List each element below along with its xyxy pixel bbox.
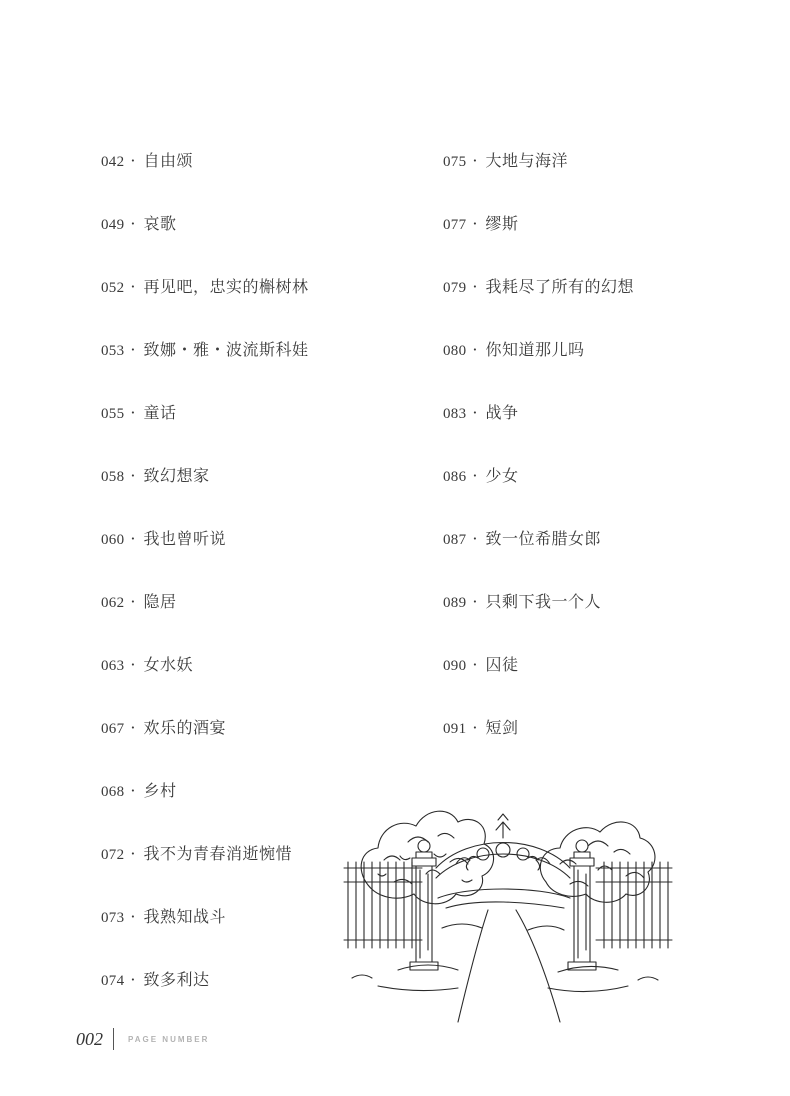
toc-page-number: 075 (443, 154, 467, 170)
toc-dot: · (130, 844, 136, 863)
toc-page-number: 089 (443, 595, 467, 611)
toc-item[interactable] (443, 458, 634, 521)
toc-item[interactable] (443, 521, 634, 584)
toc-dot: · (130, 466, 136, 485)
toc-page-number: 073 (101, 910, 125, 926)
toc-page-number: 090 (443, 658, 467, 674)
toc-item[interactable] (101, 899, 309, 962)
toc-dot: · (130, 151, 136, 170)
toc-page-number: 067 (101, 721, 125, 737)
toc-dot: · (130, 970, 136, 989)
toc-item[interactable] (443, 395, 634, 458)
toc-item[interactable] (101, 521, 309, 584)
toc-item[interactable] (443, 584, 634, 647)
toc-page-number: 083 (443, 406, 467, 422)
toc-item[interactable] (101, 584, 309, 647)
toc-dot: · (130, 655, 136, 674)
toc-page-number: 049 (101, 217, 125, 233)
toc-item[interactable] (443, 206, 634, 269)
toc-item[interactable] (443, 710, 634, 773)
toc-title: 我也曾听说 (143, 529, 227, 548)
toc-dot: · (130, 718, 136, 737)
toc-title: 女水妖 (143, 655, 194, 674)
toc-title: 你知道那儿吗 (485, 340, 585, 359)
toc-item[interactable] (101, 710, 309, 773)
toc-dot: · (130, 781, 136, 800)
toc-dot: · (130, 403, 136, 422)
toc-dot: · (130, 214, 136, 233)
toc-page-number: 053 (101, 343, 125, 359)
toc-dot: · (472, 277, 478, 296)
toc-dot: · (472, 592, 478, 611)
toc-item[interactable] (101, 773, 309, 836)
toc-title: 只剩下我一个人 (485, 592, 602, 611)
toc-item[interactable] (101, 395, 309, 458)
toc-page-number: 042 (101, 154, 125, 170)
toc-dot: · (130, 529, 136, 548)
toc-title: 我耗尽了所有的幻想 (485, 277, 635, 296)
toc-title: 少女 (485, 466, 519, 485)
toc-title: 我熟知战斗 (143, 907, 227, 926)
footer-divider (113, 1028, 114, 1050)
toc-page-number: 086 (443, 469, 467, 485)
toc-dot: · (130, 340, 136, 359)
toc-page-number: 077 (443, 217, 467, 233)
toc-dot: · (472, 214, 478, 233)
toc-title: 短剑 (485, 718, 519, 737)
toc-title: 致幻想家 (143, 466, 210, 485)
toc-title: 致多利达 (143, 970, 210, 989)
toc-page-number: 062 (101, 595, 125, 611)
toc-title: 我不为青春消逝惋惜 (143, 844, 293, 863)
toc-item[interactable] (443, 332, 634, 395)
toc-item[interactable] (101, 332, 309, 395)
toc-page-number: 052 (101, 280, 125, 296)
toc-page-number: 079 (443, 280, 467, 296)
garden-gate-sketch-icon (338, 790, 678, 1030)
toc-dot: · (472, 466, 478, 485)
toc-title: 囚徒 (485, 655, 519, 674)
toc-page-number: 060 (101, 532, 125, 548)
toc-dot: · (472, 718, 478, 737)
toc-right-column (443, 143, 634, 773)
toc-title: 乡村 (143, 781, 177, 800)
toc-dot: · (130, 277, 136, 296)
toc-item[interactable] (101, 836, 309, 899)
toc-page-number: 087 (443, 532, 467, 548)
page-number: 002 (76, 1028, 103, 1049)
toc-dot: · (472, 340, 478, 359)
toc-title: 欢乐的酒宴 (143, 718, 227, 737)
toc-title: 再见吧，忠实的槲树林 (143, 277, 309, 296)
toc-item[interactable] (101, 143, 309, 206)
toc-title: 缪斯 (485, 214, 519, 233)
toc-title: 战争 (485, 403, 519, 422)
toc-page-number: 063 (101, 658, 125, 674)
toc-page-number: 091 (443, 721, 467, 737)
toc-title: 大地与海洋 (485, 151, 569, 170)
toc-title: 童话 (143, 403, 177, 422)
toc-item[interactable] (443, 269, 634, 332)
toc-page-number: 072 (101, 847, 125, 863)
toc-item[interactable] (101, 458, 309, 521)
toc-item[interactable] (443, 647, 634, 710)
toc-title: 致娜・雅・波流斯科娃 (143, 340, 309, 359)
toc-page-number: 080 (443, 343, 467, 359)
toc-title: 致一位希腊女郎 (485, 529, 602, 548)
toc-item[interactable] (101, 269, 309, 332)
toc-item[interactable] (443, 143, 634, 206)
toc-title: 隐居 (143, 592, 177, 611)
toc-dot: · (472, 403, 478, 422)
toc-dot: · (472, 529, 478, 548)
toc-dot: · (472, 655, 478, 674)
toc-dot: · (472, 151, 478, 170)
toc-item[interactable] (101, 962, 309, 1025)
toc-item[interactable] (101, 647, 309, 710)
toc-left-column (101, 143, 309, 1025)
page-number-label: PAGE NUMBER (128, 1034, 210, 1044)
toc-page-number: 068 (101, 784, 125, 800)
toc-dot: · (130, 907, 136, 926)
toc-item[interactable] (101, 206, 309, 269)
page-footer (76, 1028, 209, 1050)
toc-page-number: 058 (101, 469, 125, 485)
toc-title: 哀歌 (143, 214, 177, 233)
toc-title: 自由颂 (143, 151, 194, 170)
toc-page-number: 055 (101, 406, 125, 422)
toc-page-number: 074 (101, 973, 125, 989)
toc-dot: · (130, 592, 136, 611)
